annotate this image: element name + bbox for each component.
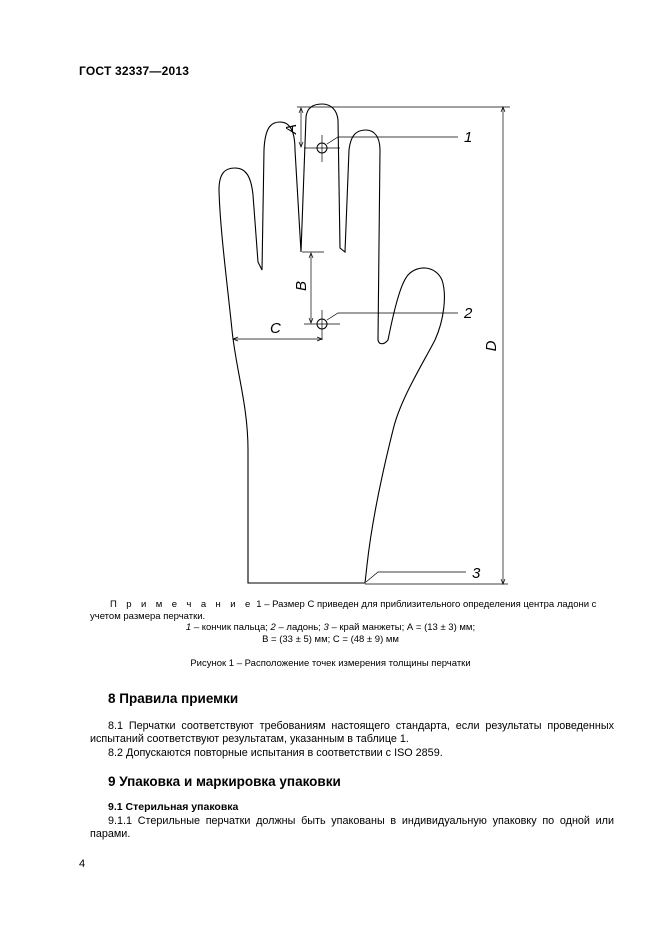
figure-note (90, 599, 612, 623)
figure-legend-line1 (0, 622, 661, 634)
section-8-title: 8 Правила приемки (108, 691, 239, 706)
note-prefix: П р и м е ч а н и е (110, 599, 254, 610)
legend-text-3: – край манжеты; А = (13 ± 3) мм; (328, 622, 476, 633)
section-9-p1: 9.1.1 Стерильные перчатки должны быть упакованы в индивидуальную упаковку по одной или парами. (90, 815, 614, 840)
dim-label-b: B (293, 280, 310, 292)
glove-outline (219, 104, 444, 583)
point-label-3: 3 (472, 565, 481, 582)
legend-num-3: 3 (323, 622, 329, 633)
figure-caption: Рисунок 1 – Расположение точек измерения толщины перчатки (190, 658, 471, 669)
point-label-1: 1 (464, 129, 473, 146)
section-9-title: 9 Упаковка и маркировка упаковки (108, 774, 341, 789)
legend-num-2: 2 (270, 622, 276, 633)
dim-label-a: A (283, 123, 300, 135)
leader-3 (366, 572, 466, 582)
point-label-2: 2 (464, 305, 473, 322)
dim-label-c: C (270, 320, 281, 337)
note-text: 1 – Размер С приведен для приблизительного определения центра ладони с учетом размера перчатки. (90, 599, 597, 622)
section-8-p2: 8.2 Допускаются повторные испытания в соответствии с ISO 2859. (108, 747, 443, 759)
leader-1 (327, 137, 458, 144)
legend-text-1: – кончик пальца; (191, 622, 271, 633)
section-9-1-title: 9.1 Стерильная упаковка (108, 801, 239, 813)
figure-legend-line2: В = (33 ± 5) мм; С = (48 ± 9) мм (262, 634, 399, 645)
document-header: ГОСТ 32337—2013 (79, 64, 190, 78)
legend-num-1: 1 (185, 622, 192, 633)
dim-label-d: D (483, 340, 500, 352)
page-number: 4 (79, 858, 86, 870)
section-8-p1: 8.1 Перчатки соответствуют требованиям настоящего стандарта, если результаты проведенных испытаний соответствуют результатам, указанным в таблице 1. (90, 720, 614, 745)
legend-text-2: – ладонь; (275, 622, 324, 633)
